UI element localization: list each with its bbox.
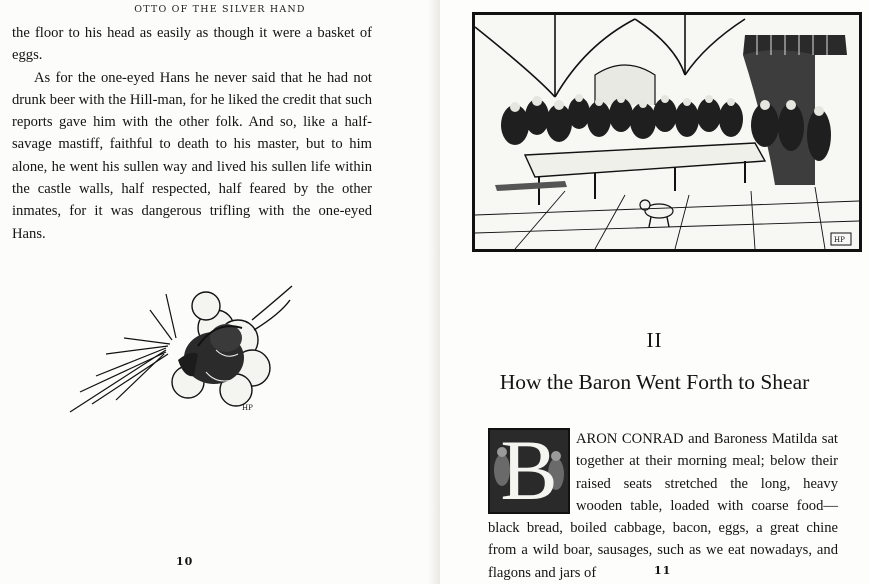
folio-left: 10	[176, 555, 194, 568]
paragraph-hans: As for the one-eyed Hans he never said that he had not drunk beer with the Hill-man, for he liked the credit that such reports gave him with the other folk. And so, like a half-savage mastiff, faithful to death to his master, but to him alone, he went his sullen way and lived his sullen life within the castle walls, half respected, half feared by the other inmates, for it was dangerous trifling with the one-eyed Hans.	[12, 69, 372, 242]
opening-body: and Baroness Matilda sat together at their morning meal; below their raised seats stretched the long, heavy wooden table, loaded with coarse food—black bread, boiled cabbage, bacon, eggs, a great chine from a wild boar, sausages, such as we eat nowadays, and flagons and jars of	[488, 431, 838, 581]
banquet-hall-illustration	[472, 12, 862, 252]
paragraph-continuation: the floor to his head as easily as though it were a basket of eggs.	[12, 25, 372, 64]
chapter-opening-text	[488, 428, 838, 584]
left-body-text	[12, 22, 372, 245]
running-head: OTTO OF THE SILVER HAND	[134, 4, 306, 15]
drop-cap-letter: B	[500, 428, 558, 514]
chapter-number: II	[646, 328, 663, 352]
folio-right: 11	[654, 564, 672, 577]
chapter-title: How the Baron Went Forth to Shear	[499, 370, 810, 394]
ornament-monogram: HP	[242, 404, 253, 412]
dog	[640, 200, 673, 227]
illustration-monogram: HP	[834, 236, 845, 244]
cherub-wind-ornament	[66, 280, 296, 420]
long-table	[495, 143, 765, 205]
right-page	[440, 0, 869, 584]
wind-rays	[70, 294, 176, 412]
opening-smallcaps: ARON CONRAD	[576, 431, 684, 447]
